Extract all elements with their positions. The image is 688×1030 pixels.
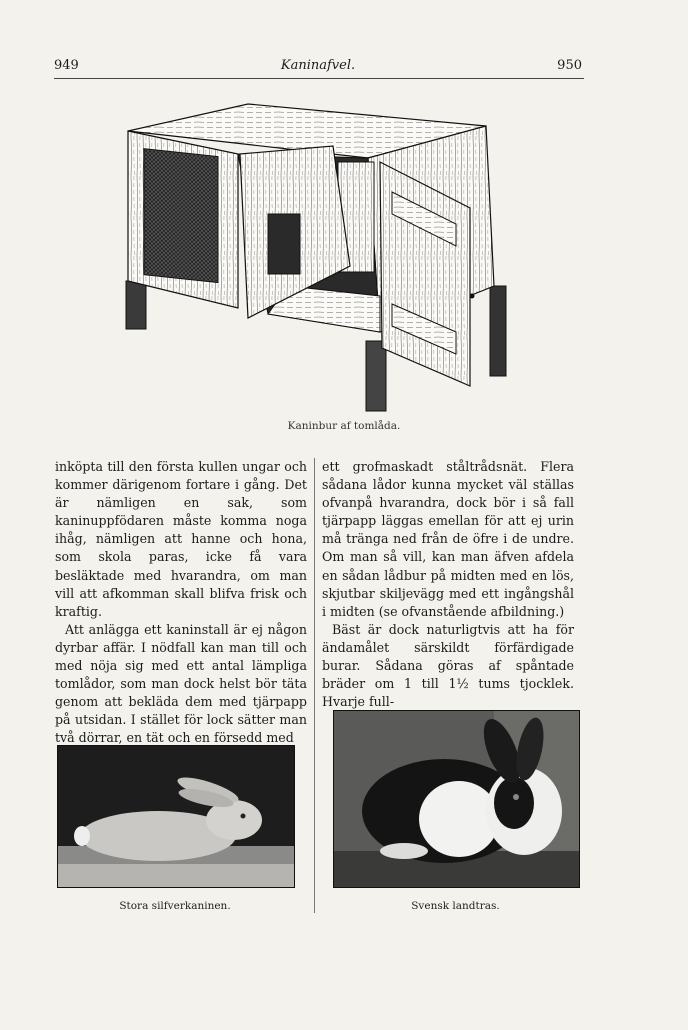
paragraph: Bäst är dock naturligtvis att ha för ändamålet särskildt förfärdigade burar. Sådana göras af spåntade bräder om 1 till 1½ tums tjocklek. Hvarje full- [322, 621, 574, 710]
text-column-right [322, 458, 574, 711]
page-number-right: 950 [557, 58, 582, 73]
paragraph: ett grofmaskadt ståltrådsnät. Flera sådana lådor kunna mycket väl ställas ofvanpå hvarandra, dock bör i så fall tjärpapp läggas emellan för att ej urin må tränga ned från de öfre i de undre. Om man så vill, kan man äfven afdela en sådan lådbur på midten med en lös, skjutbar skiljevägg med ett ingångshål i midten (se ofvanstående afbildning.) [322, 459, 574, 619]
grey-rabbit-photo [57, 745, 295, 888]
running-title: Kaninafvel. [280, 58, 356, 73]
black-white-rabbit-photo [333, 710, 580, 888]
text-column-left [55, 458, 307, 748]
header-rule [54, 78, 584, 79]
left-photo-caption: Stora silfverkaninen. [119, 900, 231, 912]
main-figure-caption: Kaninbur af tomlåda. [287, 420, 401, 432]
page-header [54, 58, 582, 78]
paragraph: Att anlägga ett kaninstall är ej någon dyrbar affär. I nödfall kan man till och med nöja sig med ett antal lämpliga tomlådor, som man dock helst bör täta genom att bekläda dem med tjärpapp på utsidan. I stället för lock sätter man två dörrar, en tät och en försedd med [55, 621, 307, 746]
column-divider [314, 458, 315, 913]
paragraph: inköpta till den första kullen ungar och kommer därigenom fortare i gång. Det är nämligen en sak, som kaninuppfödaren måste komma noga ihåg, nämligen att hanne och hona, som skola paras, icke få vara besläktade med hvarandra, om man vill att afkomman skall blifva frisk och kraftig. [55, 459, 307, 619]
rabbit-hutch-illustration [118, 96, 518, 412]
page-number-left: 949 [54, 58, 79, 73]
right-photo-caption: Svensk landtras. [411, 900, 500, 912]
